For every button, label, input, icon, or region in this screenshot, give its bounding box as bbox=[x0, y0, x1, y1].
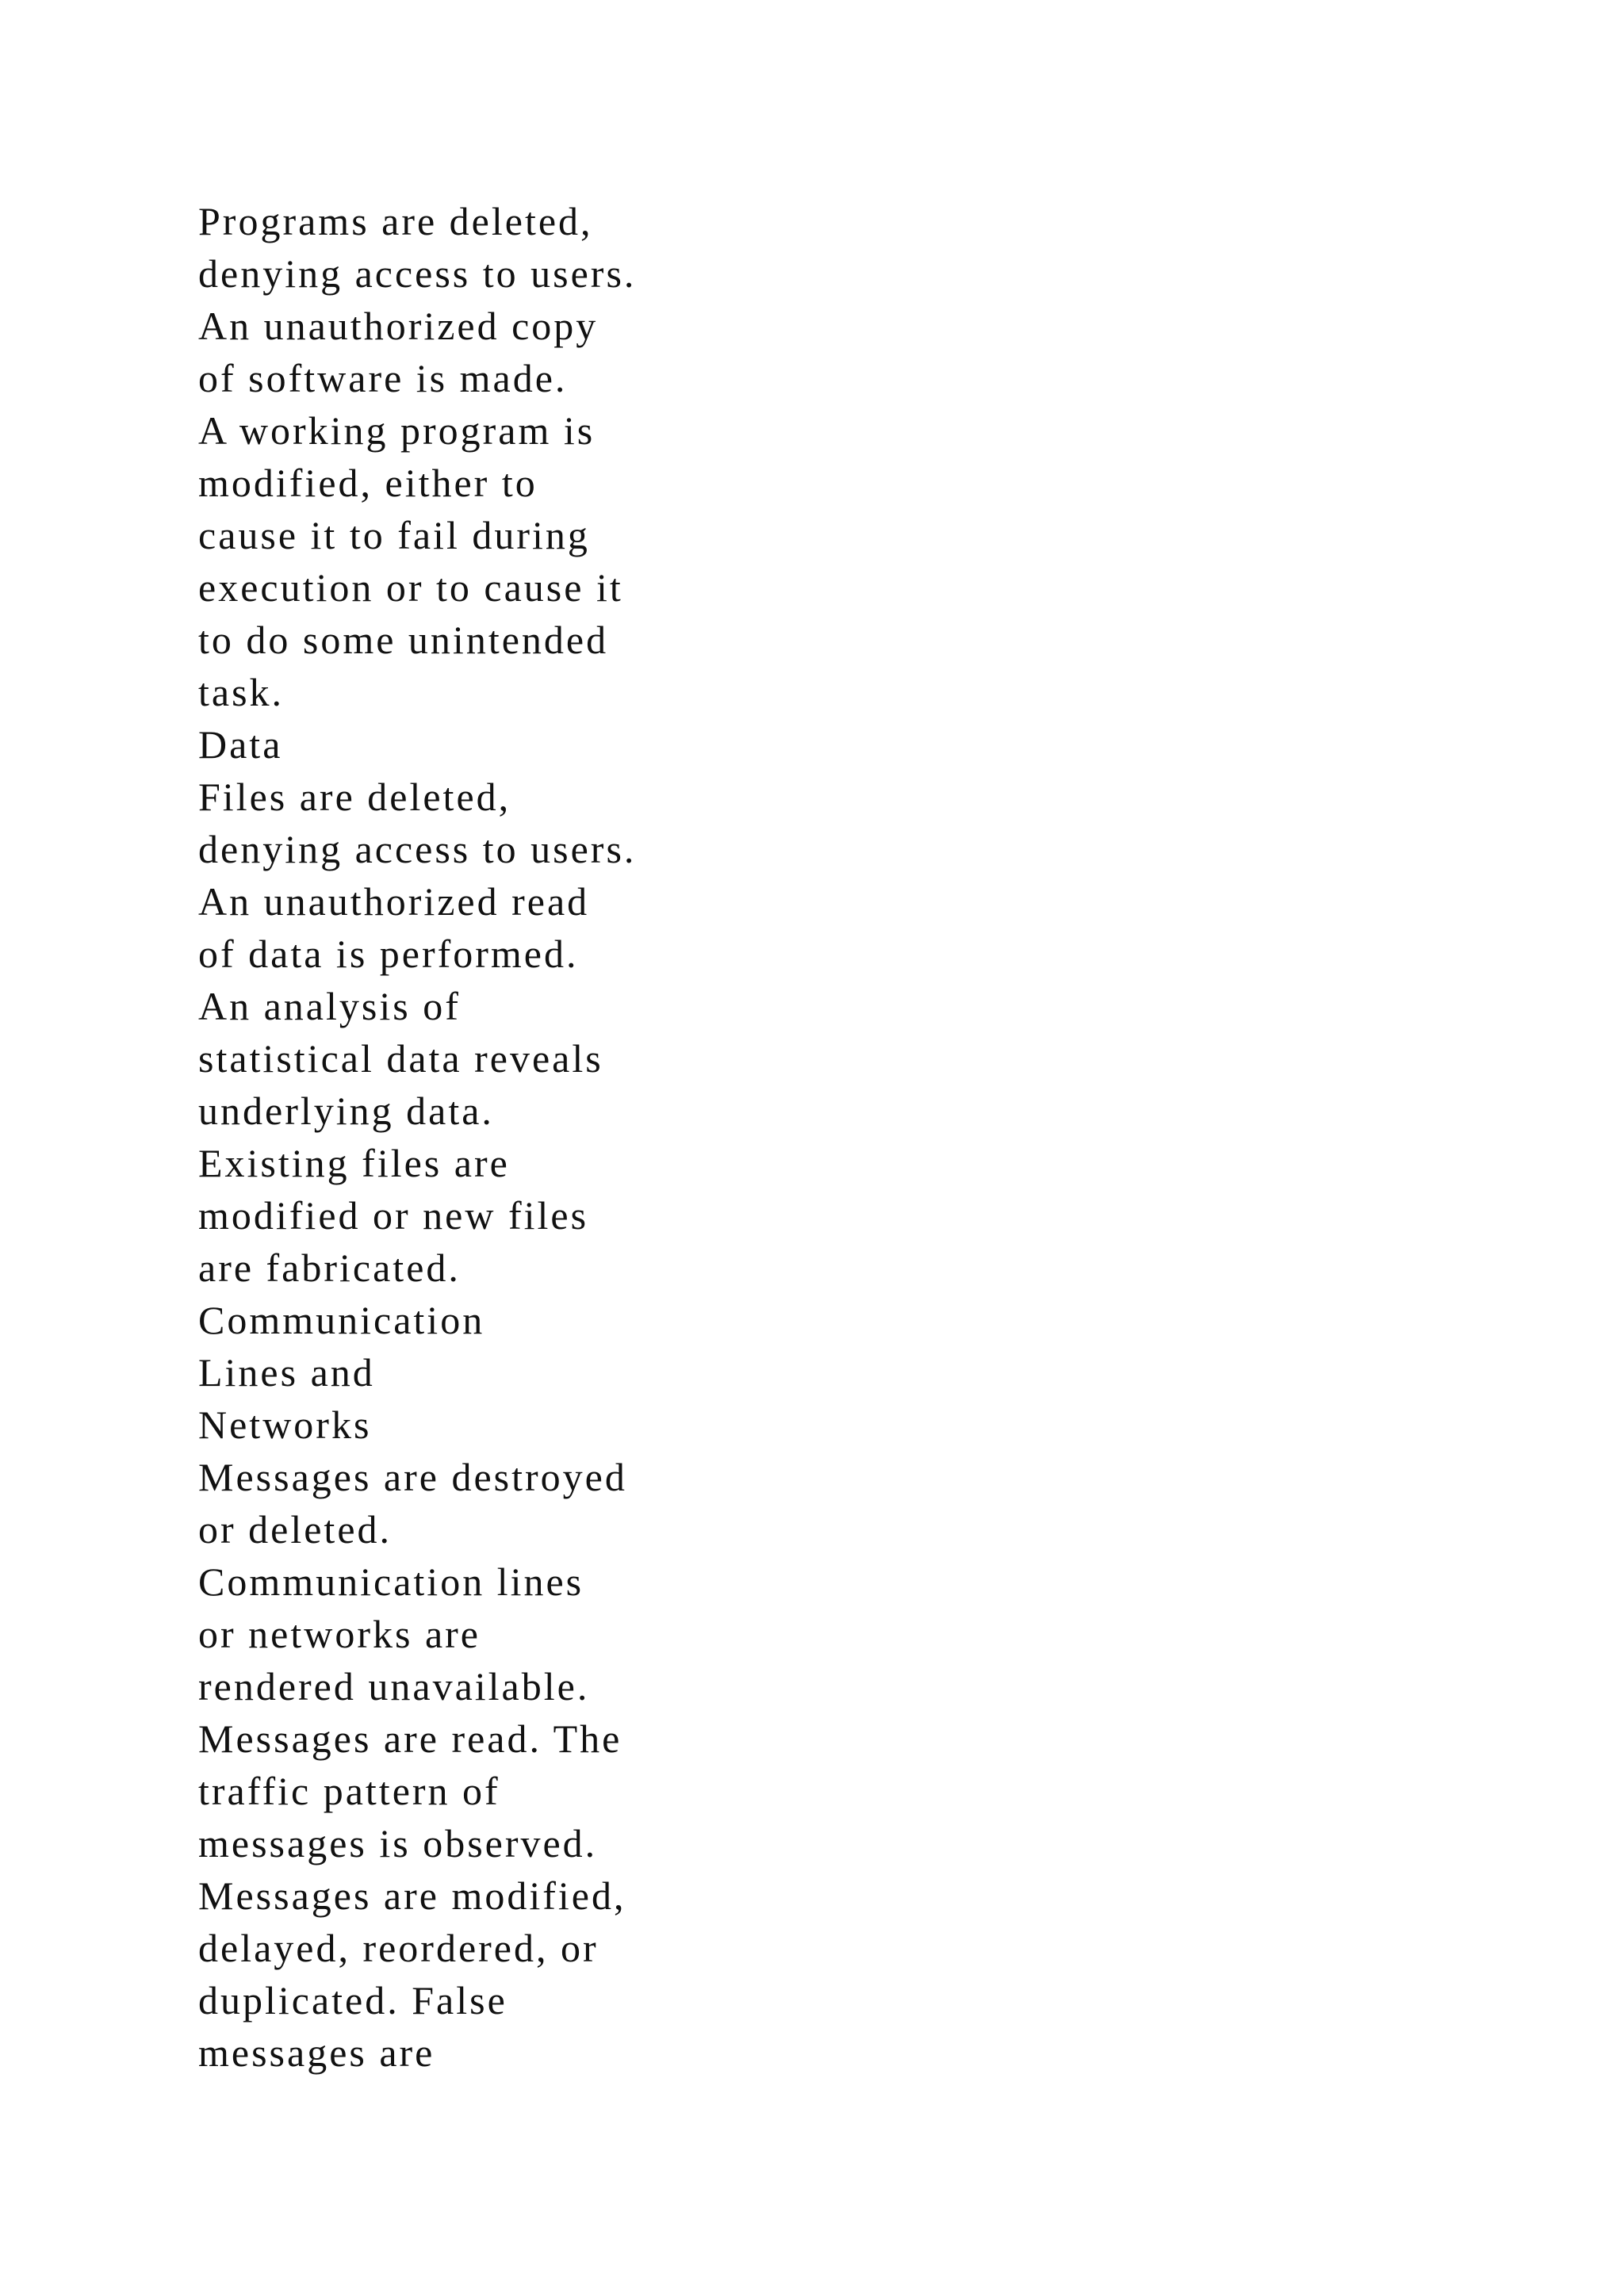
text-line: or deleted. bbox=[198, 1507, 393, 1552]
text-line: or networks are bbox=[198, 1612, 481, 1656]
section-heading-data: Data bbox=[198, 722, 283, 767]
text-line: Communication lines bbox=[198, 1559, 584, 1604]
text-line: Messages are read. The bbox=[198, 1716, 622, 1761]
text-line: Messages are destroyed bbox=[198, 1455, 627, 1499]
section-heading-networks: Networks bbox=[198, 1402, 372, 1447]
text-line: underlying data. bbox=[198, 1089, 494, 1133]
text-line: An unauthorized read bbox=[198, 879, 590, 924]
text-line: traffic pattern of bbox=[198, 1769, 500, 1813]
text-line: Programs are deleted, bbox=[198, 199, 593, 243]
text-line: cause it to fail during bbox=[198, 513, 590, 557]
text-line: modified, either to bbox=[198, 461, 538, 505]
text-line: messages is observed. bbox=[198, 1821, 598, 1866]
text-line: delayed, reordered, or bbox=[198, 1926, 599, 1970]
text-line: Files are deleted, bbox=[198, 775, 511, 819]
text-line: task. bbox=[198, 670, 285, 714]
text-line: of data is performed. bbox=[198, 932, 579, 976]
text-line: are fabricated. bbox=[198, 1246, 461, 1290]
text-line: messages are bbox=[198, 2030, 435, 2075]
text-line: execution or to cause it bbox=[198, 565, 623, 610]
section-heading-communication: Communication bbox=[198, 1298, 485, 1342]
text-line: duplicated. False bbox=[198, 1978, 508, 2022]
text-line: An unauthorized copy bbox=[198, 304, 599, 348]
document-text bbox=[198, 195, 1150, 2079]
text-line: modified or new files bbox=[198, 1193, 589, 1238]
text-line: to do some unintended bbox=[198, 618, 609, 662]
text-line: Messages are modified, bbox=[198, 1873, 626, 1918]
text-line: A working program is bbox=[198, 408, 596, 453]
text-line: denying access to users. bbox=[198, 827, 637, 871]
section-heading-lines-and: Lines and bbox=[198, 1350, 375, 1395]
text-line: statistical data reveals bbox=[198, 1036, 603, 1081]
text-line: denying access to users. bbox=[198, 251, 637, 296]
text-line: of software is made. bbox=[198, 356, 568, 400]
text-line: rendered unavailable. bbox=[198, 1664, 590, 1709]
text-line: Existing files are bbox=[198, 1141, 510, 1185]
text-line: An analysis of bbox=[198, 984, 461, 1028]
